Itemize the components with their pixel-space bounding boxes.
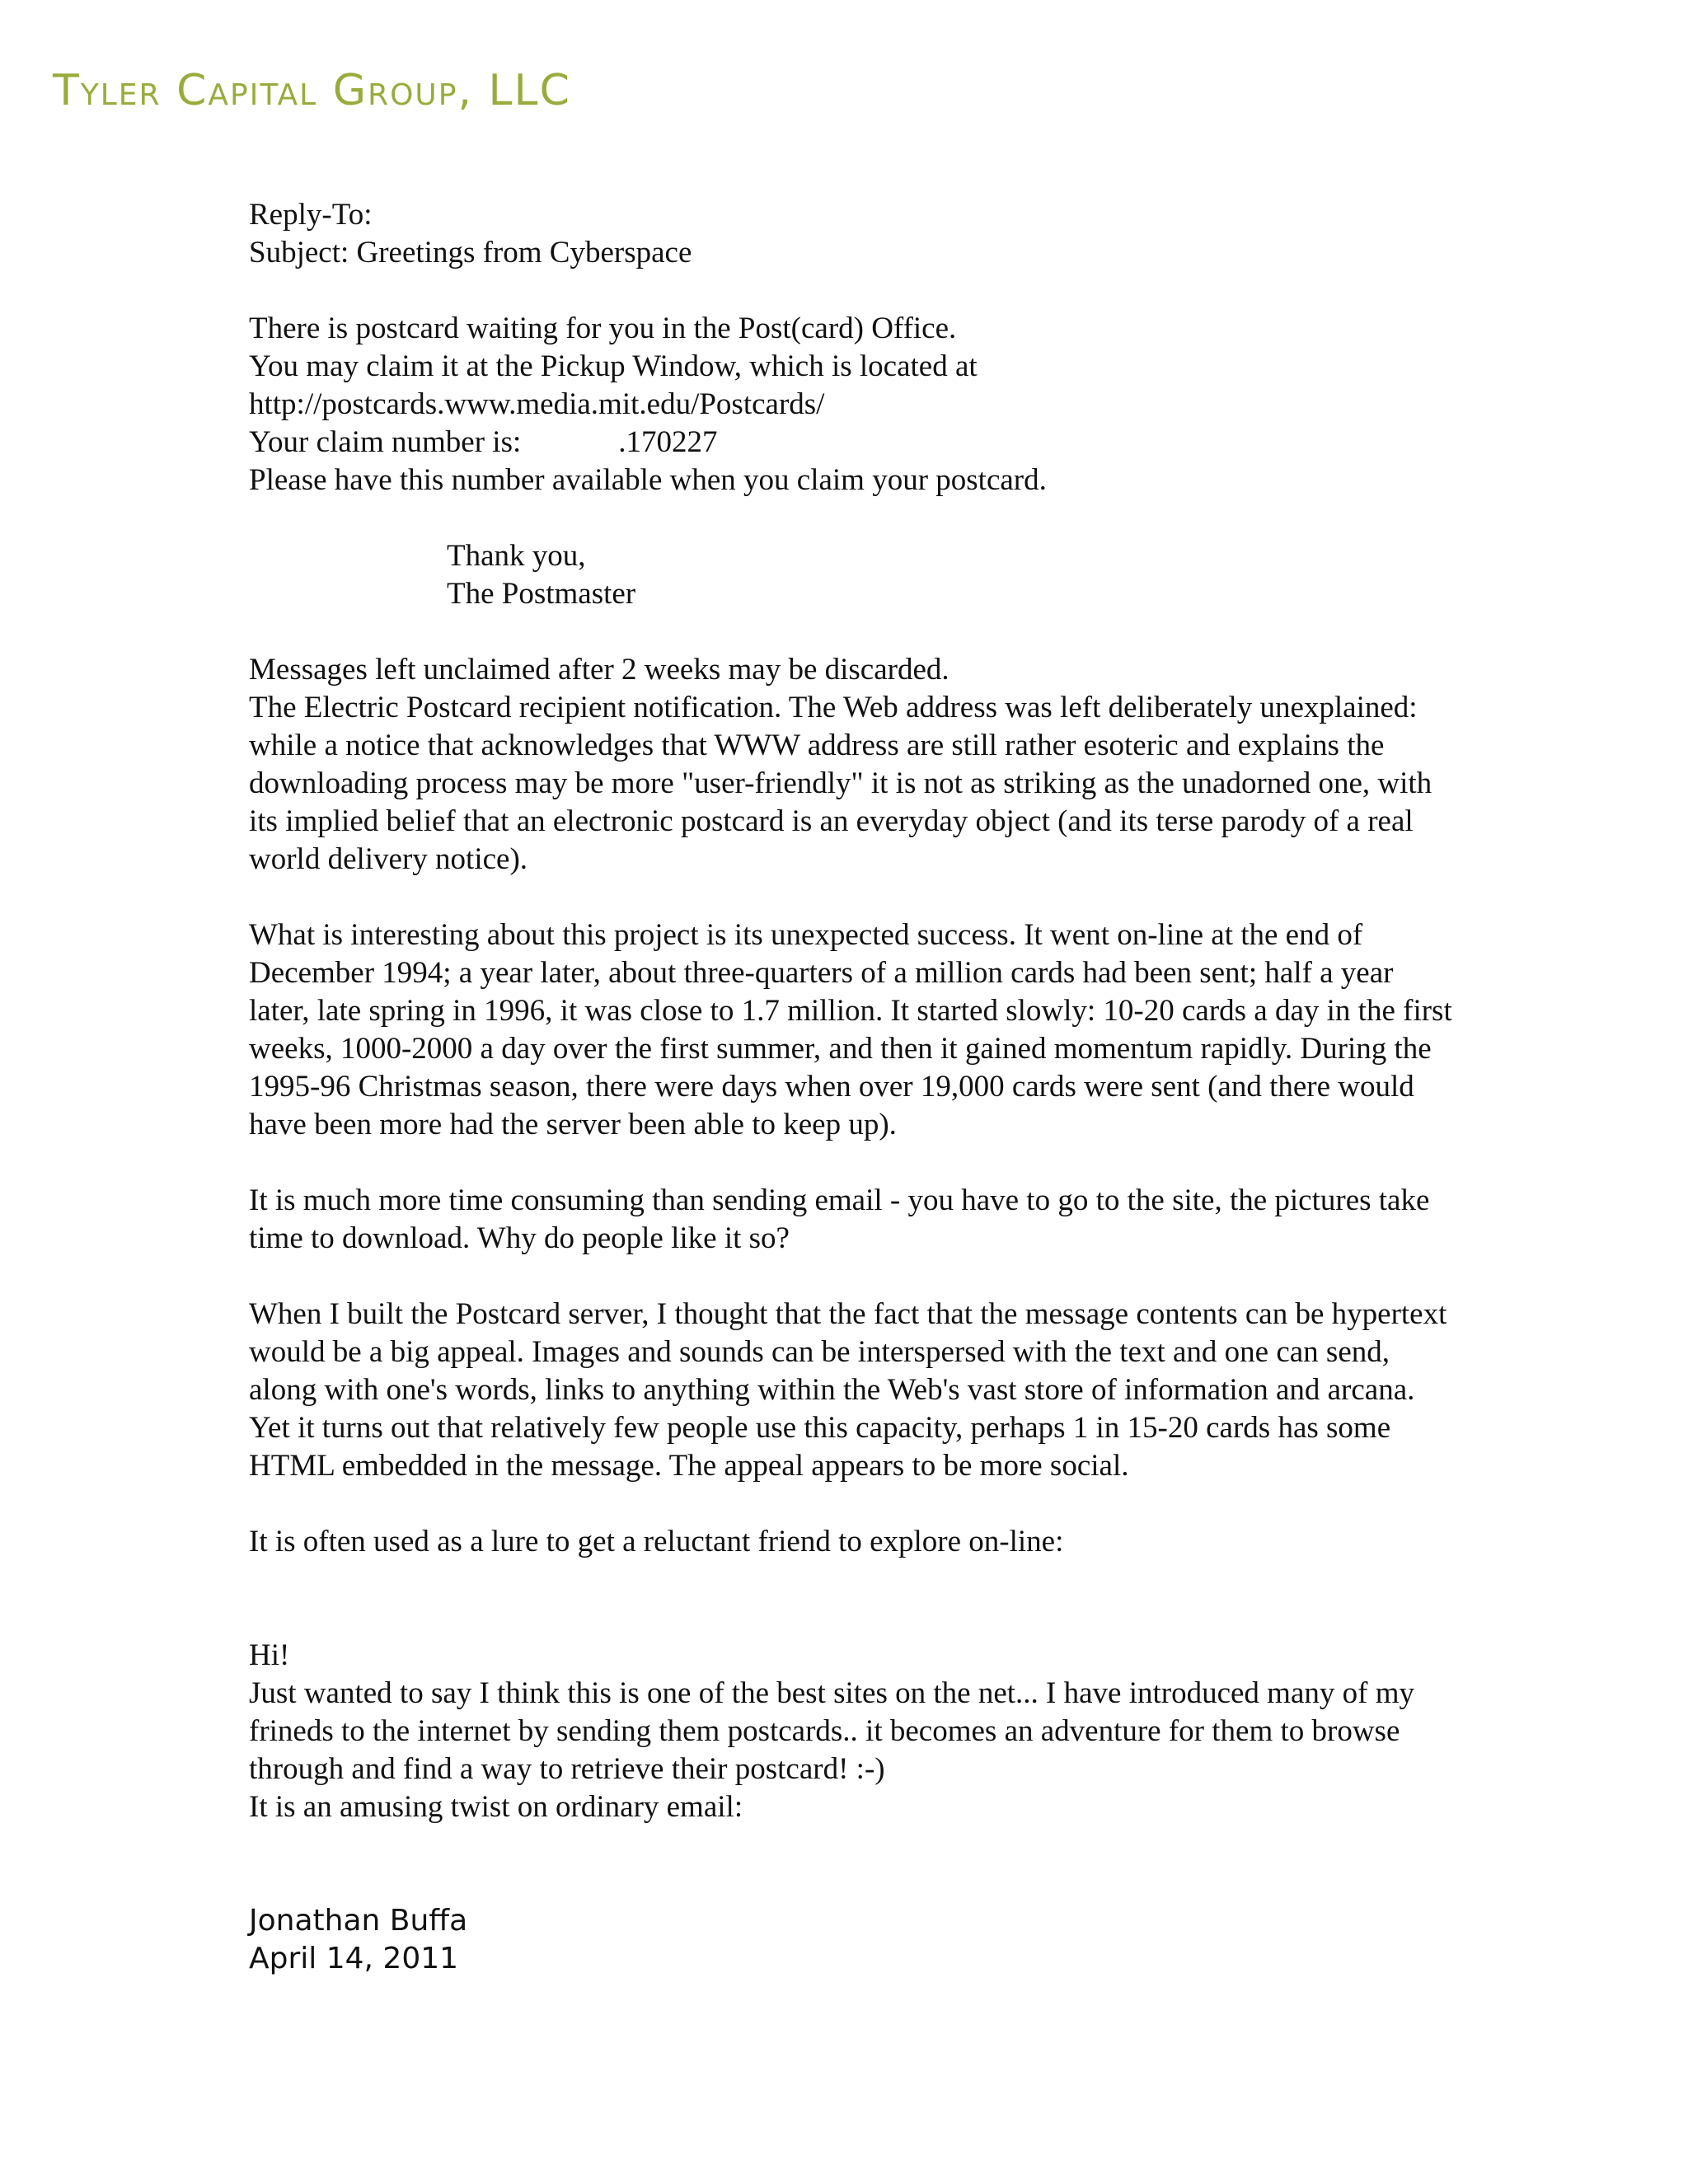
reply-to-line: Reply-To:	[249, 198, 373, 232]
claim-number-value: .170227	[618, 425, 718, 459]
signature-date: April 14, 2011	[249, 1942, 459, 1975]
signature-block	[249, 1902, 1452, 1978]
quote-closing: It is an amusing twist on ordinary email:	[249, 1790, 743, 1824]
subject-line: Subject: Greetings from Cyberspace	[249, 236, 692, 269]
letterhead-company-name: Tyler Capital Group, LLC	[53, 66, 571, 115]
discard-notice: Messages left unclaimed after 2 weeks may be discarded.	[249, 653, 950, 687]
notice-line-5: Please have this number available when you claim your postcard.	[249, 463, 1047, 497]
paragraph-lure: It is often used as a lure to get a reluctant friend to explore on-line:	[249, 1525, 1064, 1558]
claim-number-label: Your claim number is:	[249, 425, 522, 459]
paragraph-notification: The Electric Postcard recipient notification. The Web address was left deliberately unexplained: while a notice that acknowledges that WWW address are still rather esoteric and explains the downloading process may be more "user-friendly" it is not as striking as the unadorned one, with its implied belief that an electronic postcard is an everyday object (and its terse parody of a real world delivery notice).	[249, 691, 1432, 876]
thank-you-line: Thank you,	[447, 539, 586, 573]
paragraph-success: What is interesting about this project is its unexpected success. It went on-line at the end of December 1994; a year later, about three-quarters of a million cards had been sent; half a year later, late spring in 1996, it was close to 1.7 million. It started slowly: 10-20 cards a day in the first weeks, 1000-2000 a day over the first summer, and then it gained momentum rapidly. During the 1995-96 Christmas season, there were days when over 19,000 cards were sent (and there would have been more had the server been able to keep up).	[249, 918, 1452, 1141]
letter-body	[249, 196, 1452, 1978]
paragraph-hypertext: When I built the Postcard server, I thought that the fact that the message contents can be hypertext would be a big appeal. Images and sounds can be interspersed with the text and one can send, along with one's words, links to anything within the Web's vast store of information and arcana. Yet it turns out that relatively few people use this capacity, perhaps 1 in 15-20 cards has some HTML embedded in the message. The appeal appears to be more social.	[249, 1297, 1447, 1483]
paragraph-time-consuming: It is much more time consuming than sending email - you have to go to the site, the pictures take time to download. Why do people like it so?	[249, 1183, 1430, 1255]
notice-line-2: You may claim it at the Pickup Window, which is located at	[249, 349, 978, 383]
notice-line-1: There is postcard waiting for you in the Post(card) Office.	[249, 312, 957, 345]
quote-greeting: Hi!	[249, 1638, 290, 1672]
signature-name: Jonathan Buffa	[249, 1904, 468, 1938]
claim-number-line	[249, 424, 1452, 462]
quote-text: Just wanted to say I think this is one of the best sites on the net... I have introduced many of my frineds to the internet by sending them postcards.. it becomes an adventure for them to browse through and find a way to retrieve their postcard! :-)	[249, 1676, 1414, 1786]
postmaster-line: The Postmaster	[447, 577, 636, 611]
postcard-url: http://postcards.www.media.mit.edu/Postcards/	[249, 387, 825, 421]
